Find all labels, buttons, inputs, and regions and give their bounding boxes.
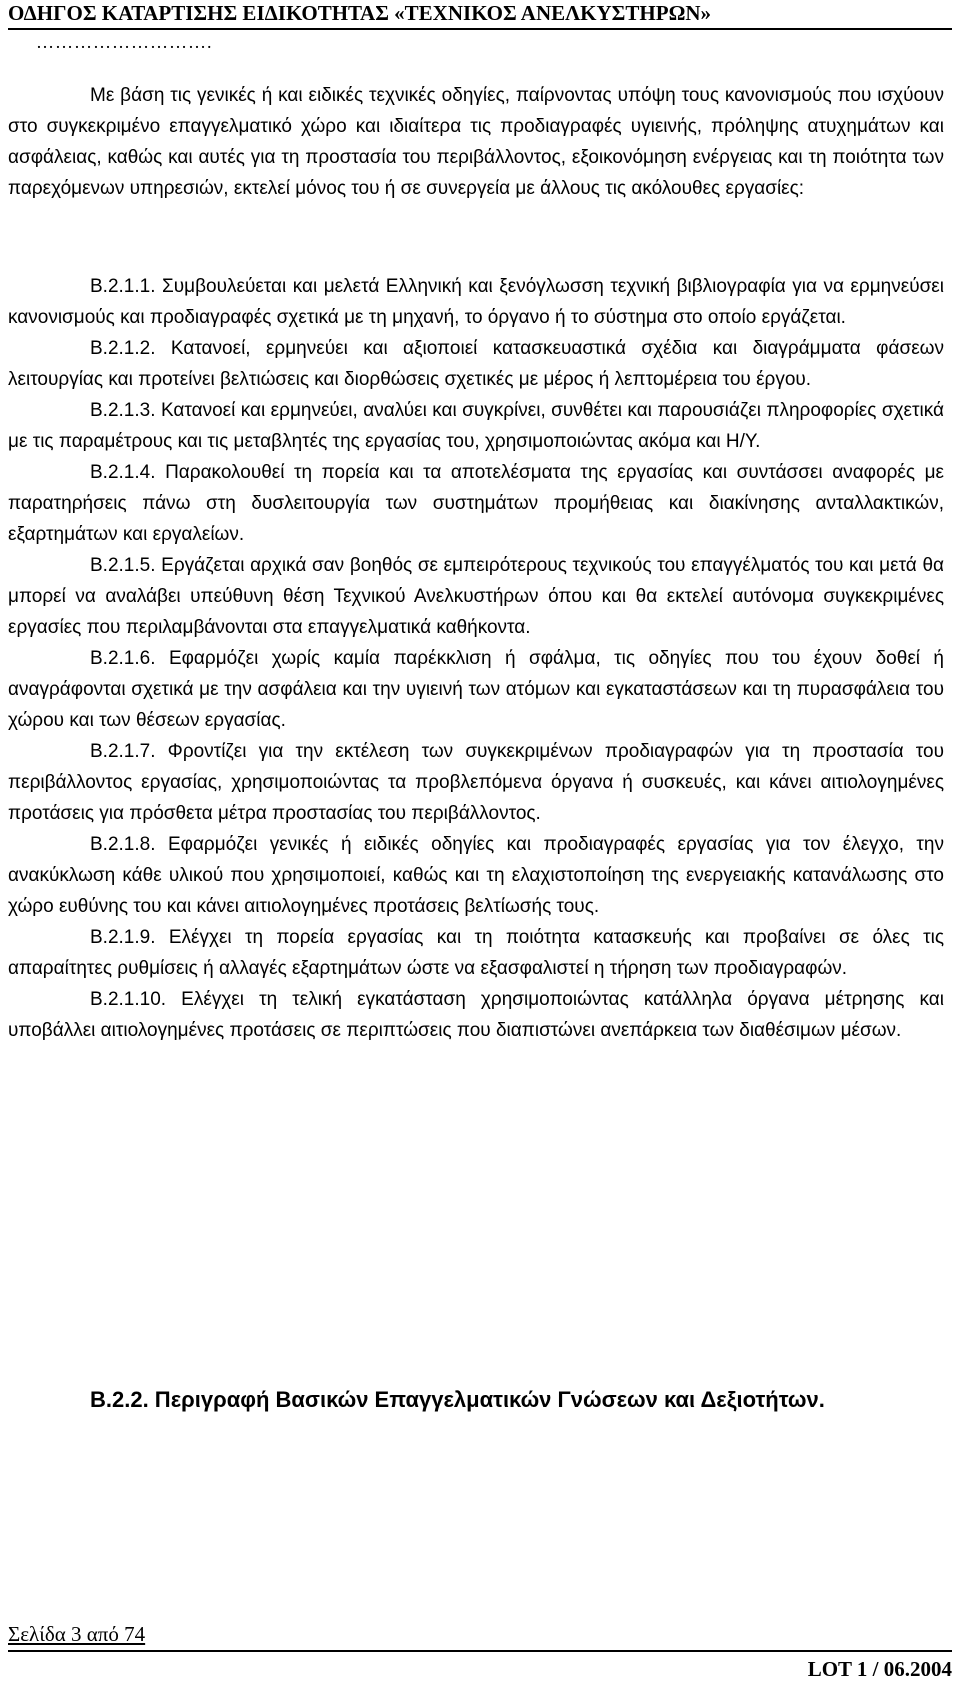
header-dots: ………………………. — [36, 32, 213, 52]
item-text: Ελέγχει τη τελική εγκατάσταση χρησιμοποιώντας κατάλληλα όργανα μέτρησης και υποβάλλει αιτιολογημένες προτάσεις σε περιπτώσεις που διαπιστώνει ανεπάρκεια των διαθέσιμων μέσων. — [8, 989, 944, 1041]
item-text: Κατανοεί και ερμηνεύει, αναλύει και συγκρίνει, συνθέτει και παρουσιάζει πληροφορίες σχετικά με τις παραμέτρους και τις μεταβλητές της εργασίας του, χρησιμοποιώντας ακόμα και Η/Υ. — [8, 400, 945, 452]
item-text: Κατανοεί, ερμηνεύει και αξιοποιεί κατασκευαστικά σχέδια και διαγράμματα φάσεων λειτουργίας και προτείνει βελτιώσεις και διορθώσεις σχετικές με μέρος ή λεπτομέρεια του έργου. — [8, 338, 944, 390]
item-code: Β.2.1.1. — [90, 276, 156, 297]
footer-divider — [8, 1650, 952, 1652]
list-item — [8, 333, 944, 395]
item-code: Β.2.1.3. — [90, 400, 156, 421]
section-heading: Β.2.2. Περιγραφή Βασικών Επαγγελματικών Γνώσεων και Δεξιοτήτων. — [90, 1387, 825, 1412]
list-item — [8, 736, 944, 829]
list-item — [8, 271, 944, 333]
item-text: Ελέγχει τη πορεία εργασίας και τη ποιότητα κατασκευής και προβαίνει σε όλες τις απαραίτητες ρυθμίσεις ή αλλαγές εξαρτημάτων ώστε να εξασφαλιστεί η τήρηση των προδιαγραφών. — [8, 927, 945, 979]
list-item — [8, 395, 944, 457]
intro-paragraph: Με βάση τις γενικές ή και ειδικές τεχνικές οδηγίες, παίρνοντας υπόψη τους κανονισμούς που ισχύουν στο συγκεκριμένο επαγγελματικό χώρο και ιδιαίτερα τις προδιαγραφές υγιεινής, πρόληψης ατυχημάτων και ασφάλειας, καθώς και αυτές για τη προστασία του περιβάλλοντος, εξοικονόμηση ενέργειας και τη ποιότητα των παρεχόμενων υπηρεσιών, εκτελεί μόνος του ή σε συνεργεία με άλλους τις ακόλουθες εργασίες: — [8, 85, 944, 199]
item-code: Β.2.1.8. — [90, 834, 156, 855]
task-list — [8, 271, 944, 1046]
item-code: Β.2.1.6. — [90, 648, 156, 669]
item-code: Β.2.1.9. — [90, 927, 156, 948]
item-code: Β.2.1.5. — [90, 555, 156, 576]
list-item — [8, 829, 944, 922]
item-code: Β.2.1.4. — [90, 462, 156, 483]
item-text: Συμβουλεύεται και μελετά Ελληνική και ξενόγλωσση τεχνική βιβλιογραφία για να ερμηνεύσει κανονισμούς και προδιαγραφές σχετικά με τη μηχανή, το όργανο ή το σύστημα στο οποίο εργάζεται. — [8, 276, 944, 328]
item-text: Εφαρμόζει γενικές ή ειδικές οδηγίες και προδιαγραφές εργασίας για τον έλεγχο, την ανακύκλωση κάθε υλικού που χρησιμοποιεί, καθώς και τη ελαχιστοποίηση της ενεργειακής κατανάλωσης στο χώρο ευθύνης του και κάνει αιτιολογημένες προτάσεις βελτίωσής τους. — [8, 834, 944, 917]
item-code: Β.2.1.10. — [90, 989, 167, 1010]
item-code: Β.2.1.7. — [90, 741, 156, 762]
item-code: Β.2.1.2. — [90, 338, 156, 359]
page-number: Σελίδα 3 από 74 — [8, 1622, 146, 1646]
list-item — [8, 922, 944, 984]
list-item — [8, 984, 944, 1046]
item-text: Παρακολουθεί τη πορεία και τα αποτελέσματα της εργασίας και συντάσσει αναφορές με παρατηρήσεις πάνω στη δυσλειτουργία των συστημάτων προμήθειας και διακίνησης ανταλλακτικών, εξαρτημάτων και εργαλείων. — [8, 462, 944, 545]
list-item — [8, 550, 944, 643]
item-text: Εργάζεται αρχικά σαν βοηθός σε εμπειρότερους τεχνικούς του επαγγέλματός του και μετά θα μπορεί να αναλάβει υπεύθυνη θέση Τεχνικού Ανελκυστήρων όπου και θα εκτελεί αυτόνομα συγκεκριμένες εργασίες που περιλαμβάνονται στα επαγγελματικά καθήκοντα. — [8, 555, 944, 638]
item-text: Φροντίζει για την εκτέλεση των συγκεκριμένων προδιαγραφών για τη προστασία του περιβάλλοντος εργασίας, χρησιμοποιώντας τα προβλεπόμενα όργανα ή συσκευές, και κάνει αιτιολογημένες προτάσεις για πρόσθετα μέτρα προστασίας του περιβάλλοντος. — [8, 741, 944, 824]
list-item — [8, 457, 944, 550]
list-item — [8, 643, 944, 736]
lot-label: LOT 1 / 06.2004 — [807, 1657, 952, 1681]
document-header: ΟΔΗΓΟΣ ΚΑΤΑΡΤΙΣΗΣ ΕΙΔΙΚΟΤΗΤΑΣ «ΤΕΧΝΙΚΟΣ ΑΝΕΛΚΥΣΤΗΡΩΝ» — [8, 0, 952, 30]
item-text: Εφαρμόζει χωρίς καμία παρέκκλιση ή σφάλμα, τις οδηγίες που του έχουν δοθεί ή αναγράφονται σχετικά με την ασφάλεια και την υγιεινή των ατόμων και εγκαταστάσεων και τη πυρασφάλεια του χώρου και των θέσεων εργασίας. — [8, 648, 945, 731]
